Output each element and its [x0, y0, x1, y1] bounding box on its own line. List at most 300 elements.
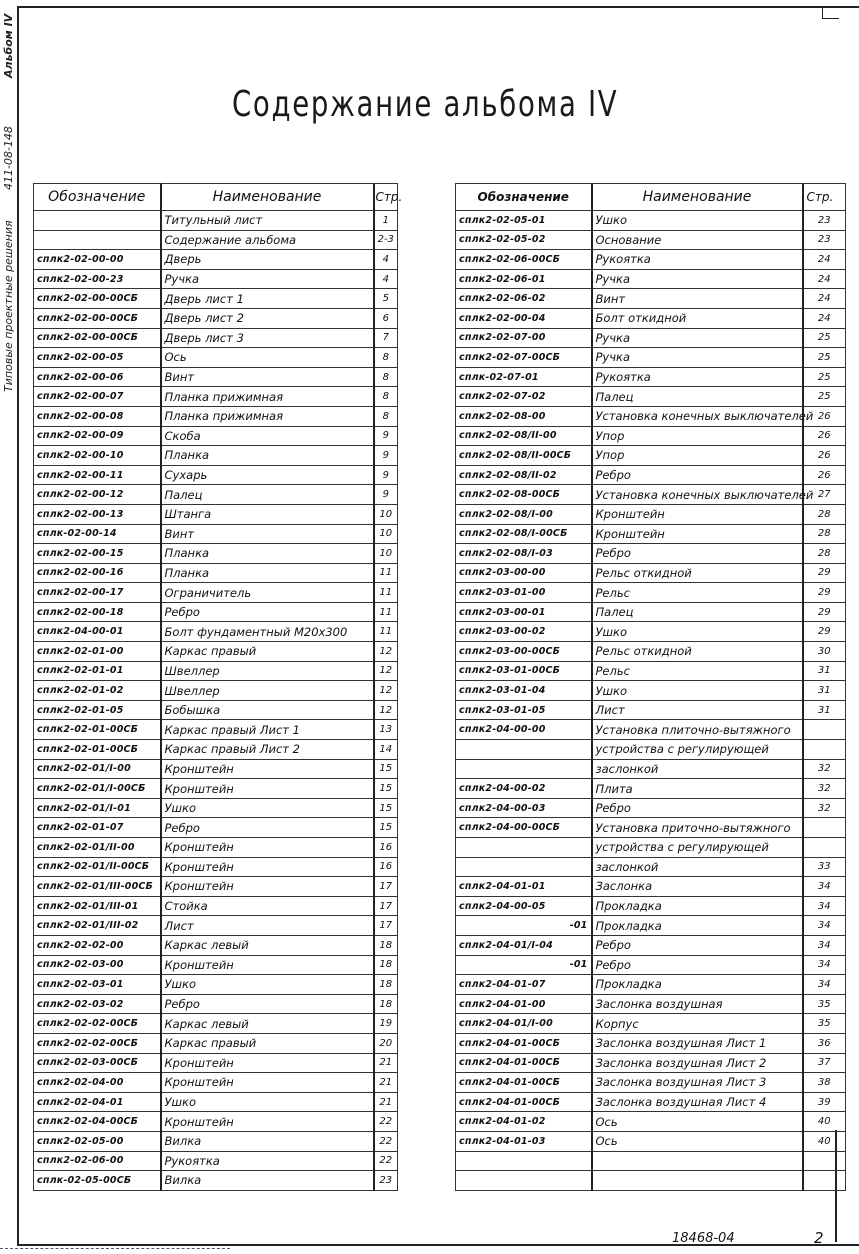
side-project-code: 411-08-148 [2, 126, 15, 190]
cell-code: сплк2-02-00-00СБ [34, 328, 161, 348]
cell-page: 4 [374, 250, 398, 270]
cell-code: сплк2-02-00-06 [34, 367, 161, 387]
table-row [34, 779, 398, 799]
cell-code: сплк2-02-01/II-00СБ [34, 857, 161, 877]
cell-code: сплк2-02-00-12 [34, 485, 161, 505]
cell-name: Скоба [161, 426, 374, 446]
cell-code: сплк2-02-00-00 [34, 250, 161, 270]
cell-code: сплк2-02-08/I-00 [456, 504, 592, 524]
cell-code: сплк2-02-02-00СБ [34, 1014, 161, 1034]
cell-page: 10 [374, 504, 398, 524]
table-row [34, 1053, 398, 1073]
cell-code: сплк2-03-00-00 [456, 563, 592, 583]
cell-code [456, 759, 592, 779]
cell-page: 34 [803, 916, 846, 936]
cell-name: Корпус [592, 1014, 803, 1034]
cell-page: 25 [803, 387, 846, 407]
cell-name: Каркас правый Лист 1 [161, 720, 374, 740]
cell-name: Планка [161, 446, 374, 466]
cell-name: Рукоятка [592, 250, 803, 270]
cell-name: Ребро [592, 955, 803, 975]
cell-name: Установка плиточно-вытяжного [592, 720, 803, 740]
cell-page: 28 [803, 524, 846, 544]
table-row [34, 328, 398, 348]
cell-page: 6 [374, 308, 398, 328]
cell-name: Каркас левый [161, 1014, 374, 1034]
sheet-number: 2 [814, 1229, 824, 1247]
cell-code: сплк2-04-00-02 [456, 779, 592, 799]
cell-page: 28 [803, 544, 846, 564]
table-row [34, 211, 398, 231]
cell-page: 15 [374, 818, 398, 838]
cell-name: Ушко [161, 975, 374, 995]
cell-name: Лист [592, 700, 803, 720]
cell-page: 17 [374, 877, 398, 897]
cell-page: 18 [374, 955, 398, 975]
table-row [456, 426, 846, 446]
cell-page: 2-3 [374, 230, 398, 250]
cell-code: сплк2-02-08/I-03 [456, 544, 592, 564]
cell-code: сплк2-02-00-00СБ [34, 289, 161, 309]
cell-code: сплк2-02-00-10 [34, 446, 161, 466]
cell-page: 12 [374, 642, 398, 662]
cell-page: 29 [803, 583, 846, 603]
cell-page: 32 [803, 759, 846, 779]
table-row [34, 563, 398, 583]
cell-page: 22 [374, 1112, 398, 1132]
table-row [456, 877, 846, 897]
cell-page: 39 [803, 1092, 846, 1112]
table-row [456, 269, 846, 289]
cell-page: 23 [803, 211, 846, 231]
header-code: Обозначение [34, 184, 161, 211]
cell-code: сплк2-02-06-01 [456, 269, 592, 289]
cell-name: Кронштейн [161, 838, 374, 858]
cell-name: Ручка [592, 348, 803, 368]
table-row [34, 406, 398, 426]
cell-code: сплк2-02-01/III-02 [34, 916, 161, 936]
table-row [34, 740, 398, 760]
cell-name: Ушко [161, 1092, 374, 1112]
cell-name: Планка [161, 563, 374, 583]
cell-page: 11 [374, 583, 398, 603]
cell-page: 40 [803, 1112, 846, 1132]
cell-name: Винт [161, 367, 374, 387]
cell-name: Ребро [592, 935, 803, 955]
table-row [456, 720, 846, 740]
table-row [456, 896, 846, 916]
cell-code: сплк2-02-05-00 [34, 1131, 161, 1151]
cell-name: Рукоятка [592, 367, 803, 387]
cell-code: сплк2-02-03-01 [34, 975, 161, 995]
cell-code: сплк2-04-01-03 [456, 1131, 592, 1151]
cell-code: сплк2-02-08-00 [456, 406, 592, 426]
cell-name: Каркас правый [161, 1033, 374, 1053]
cell-code: сплк2-02-00-04 [456, 308, 592, 328]
table-row [34, 602, 398, 622]
table-row [34, 289, 398, 309]
cell-name: Ручка [592, 269, 803, 289]
cell-name: Рельс откидной [592, 563, 803, 583]
cell-code: сплк2-04-01/I-00 [456, 1014, 592, 1034]
table-row [34, 975, 398, 995]
table-row [456, 955, 846, 975]
table-row [456, 1112, 846, 1132]
cell-page: 24 [803, 269, 846, 289]
cell-code: сплк2-02-02-00СБ [34, 1033, 161, 1053]
cell-code: сплк2-02-00-05 [34, 348, 161, 368]
cell-code: сплк2-02-05-02 [456, 230, 592, 250]
cell-name: Кронштейн [592, 504, 803, 524]
cell-page: 28 [803, 504, 846, 524]
cell-name: Ушко [592, 681, 803, 701]
cell-name: Ограничитель [161, 583, 374, 603]
cell-name: Бобышка [161, 700, 374, 720]
cell-name: Заслонка воздушная [592, 994, 803, 1014]
cell-name: Лист [161, 916, 374, 936]
cell-page: 8 [374, 348, 398, 368]
cell-name: Ось [161, 348, 374, 368]
cell-name: Ребро [592, 544, 803, 564]
cell-code: сплк2-03-01-05 [456, 700, 592, 720]
table-row [34, 250, 398, 270]
cell-page: 19 [374, 1014, 398, 1034]
cell-name: Ушко [161, 798, 374, 818]
cell-code: сплк2-04-01/I-04 [456, 935, 592, 955]
cell-code: -01 [456, 955, 592, 975]
cell-name: Кронштейн [161, 1112, 374, 1132]
cell-name: заслонкой [592, 857, 803, 877]
table-row [34, 504, 398, 524]
cell-page: 9 [374, 465, 398, 485]
cell-page: 24 [803, 308, 846, 328]
cell-code: сплк2-02-08/II-00СБ [456, 446, 592, 466]
cell-name: Сухарь [161, 465, 374, 485]
cell-code: сплк2-02-01-07 [34, 818, 161, 838]
cell-code: сплк2-02-01/I-00СБ [34, 779, 161, 799]
cell-code: сплк2-02-01/III-01 [34, 896, 161, 916]
cell-code: сплк2-02-00-08 [34, 406, 161, 426]
table-row [34, 759, 398, 779]
cell-page [803, 740, 846, 760]
table-row [34, 661, 398, 681]
table-row [456, 857, 846, 877]
cell-code: сплк2-02-00-16 [34, 563, 161, 583]
contents-table-left [33, 183, 403, 1191]
cell-name: Заслонка воздушная Лист 3 [592, 1073, 803, 1093]
cell-name: Кронштейн [592, 524, 803, 544]
cell-code: сплк2-02-00-07 [34, 387, 161, 407]
table-row [456, 308, 846, 328]
corner-stamp-box [822, 6, 839, 19]
cell-code: сплк2-02-06-02 [456, 289, 592, 309]
table-row [456, 1014, 846, 1034]
cell-page: 36 [803, 1033, 846, 1053]
table-row [34, 877, 398, 897]
cell-name: Швеллер [161, 661, 374, 681]
cell-name: Планка прижимная [161, 406, 374, 426]
cell-name: Установка приточно-вытяжного [592, 818, 803, 838]
cell-page [803, 1171, 846, 1191]
cell-code: сплк2-02-01-05 [34, 700, 161, 720]
cell-name: Кронштейн [161, 877, 374, 897]
cell-name: Вилка [161, 1171, 374, 1191]
cell-code: сплк2-02-00-13 [34, 504, 161, 524]
table-row [456, 1092, 846, 1112]
cell-page: 26 [803, 465, 846, 485]
cell-name: Палец [592, 387, 803, 407]
table-row [34, 955, 398, 975]
side-album: Альбом IV [2, 13, 15, 78]
cell-code: сплк2-04-01-00 [456, 994, 592, 1014]
cell-name: устройства с регулирующей [592, 740, 803, 760]
cell-code: сплк2-03-01-00 [456, 583, 592, 603]
cell-page: 10 [374, 544, 398, 564]
cell-name: Прокладка [592, 916, 803, 936]
cell-code: сплк2-02-01-01 [34, 661, 161, 681]
table-row [34, 348, 398, 368]
cell-code: сплк2-02-04-01 [34, 1092, 161, 1112]
cell-code: сплк2-04-01-00СБ [456, 1033, 592, 1053]
cell-page: 12 [374, 700, 398, 720]
cell-name: Титульный лист [161, 211, 374, 231]
cell-page [803, 818, 846, 838]
cell-name: Каркас левый [161, 935, 374, 955]
table-row [34, 798, 398, 818]
cell-code: сплк2-04-00-00СБ [456, 818, 592, 838]
cell-page: 18 [374, 994, 398, 1014]
cell-code: сплк2-02-08/I-00СБ [456, 524, 592, 544]
cell-code [456, 857, 592, 877]
cell-code: сплк2-02-02-00 [34, 935, 161, 955]
cell-page: 25 [803, 367, 846, 387]
table-row [34, 1073, 398, 1093]
table-row [34, 1151, 398, 1171]
cell-code: сплк-02-00-14 [34, 524, 161, 544]
table-row [456, 1073, 846, 1093]
cell-page: 34 [803, 935, 846, 955]
cell-page: 15 [374, 798, 398, 818]
table-row [456, 642, 846, 662]
table-row [456, 1171, 846, 1191]
cell-name: Планка [161, 544, 374, 564]
cell-code: сплк2-02-08-00СБ [456, 485, 592, 505]
cell-code: сплк2-02-00-00СБ [34, 308, 161, 328]
cell-page: 26 [803, 426, 846, 446]
cell-name: Дверь [161, 250, 374, 270]
table-row [456, 622, 846, 642]
cell-page: 18 [374, 975, 398, 995]
cell-code [456, 1151, 592, 1171]
cell-code: сплк-02-07-01 [456, 367, 592, 387]
cell-name: Рукоятка [161, 1151, 374, 1171]
header-page: Стр. [374, 184, 398, 211]
cell-page: 40 [803, 1131, 846, 1151]
table-row [34, 308, 398, 328]
cell-page: 32 [803, 779, 846, 799]
cell-name: Вилка [161, 1131, 374, 1151]
page-title: Содержание альбома IV [232, 84, 619, 125]
cell-name: Болт откидной [592, 308, 803, 328]
table-row [456, 759, 846, 779]
table-row [34, 681, 398, 701]
cell-name: устройства с регулирующей [592, 838, 803, 858]
cell-page: 23 [374, 1171, 398, 1191]
cell-code [34, 230, 161, 250]
table-row [456, 661, 846, 681]
cell-name: заслонкой [592, 759, 803, 779]
cell-page: 29 [803, 602, 846, 622]
cell-code: сплк2-04-01-02 [456, 1112, 592, 1132]
table-row [456, 740, 846, 760]
cell-code: сплк2-02-00-18 [34, 602, 161, 622]
cell-name: Кронштейн [161, 1053, 374, 1073]
cell-code: сплк2-02-00-11 [34, 465, 161, 485]
table-row [456, 406, 846, 426]
cell-code: -01 [456, 916, 592, 936]
cell-code: сплк2-02-01/II-00 [34, 838, 161, 858]
cell-name: Рельс [592, 583, 803, 603]
cell-page: 11 [374, 622, 398, 642]
cell-name: Установка конечных выключателей [592, 406, 803, 426]
cell-name: Заслонка [592, 877, 803, 897]
cell-page: 31 [803, 681, 846, 701]
cell-page: 21 [374, 1053, 398, 1073]
cell-name: Ребро [592, 465, 803, 485]
cell-page: 29 [803, 563, 846, 583]
cell-code: сплк2-04-00-05 [456, 896, 592, 916]
cell-code: сплк2-03-00-01 [456, 602, 592, 622]
cell-name [592, 1171, 803, 1191]
cell-page: 35 [803, 1014, 846, 1034]
cell-code: сплк2-03-00-02 [456, 622, 592, 642]
table-row [456, 916, 846, 936]
side-stamp [0, 0, 17, 400]
cell-code: сплк2-04-01-00СБ [456, 1092, 592, 1112]
cell-page: 34 [803, 955, 846, 975]
cell-name: Упор [592, 446, 803, 466]
cell-code: сплк2-04-01-07 [456, 975, 592, 995]
table-row [34, 1131, 398, 1151]
cell-page: 20 [374, 1033, 398, 1053]
cell-code: сплк2-02-05-01 [456, 211, 592, 231]
cell-page: 18 [374, 935, 398, 955]
cell-code [456, 740, 592, 760]
cell-name: Ушко [592, 211, 803, 231]
side-series: Типовые проектные решения [2, 220, 15, 392]
cell-page: 30 [803, 642, 846, 662]
cell-page: 15 [374, 759, 398, 779]
cell-name: Дверь лист 1 [161, 289, 374, 309]
cell-name: Кронштейн [161, 857, 374, 877]
cell-name: Кронштейн [161, 759, 374, 779]
cell-page: 11 [374, 563, 398, 583]
table-row [456, 465, 846, 485]
table-row [34, 857, 398, 877]
cell-page: 21 [374, 1073, 398, 1093]
cell-page: 29 [803, 622, 846, 642]
cell-code: сплк2-02-00-17 [34, 583, 161, 603]
table-row [456, 544, 846, 564]
table-row [456, 485, 846, 505]
table-row [34, 524, 398, 544]
table-row [34, 1112, 398, 1132]
document-number: 18468-04 [672, 1231, 735, 1246]
cell-page: 7 [374, 328, 398, 348]
cell-page: 22 [374, 1131, 398, 1151]
cell-name: Болт фундаментный М20х300 [161, 622, 374, 642]
table-row [34, 1171, 398, 1191]
cell-code: сплк2-04-00-01 [34, 622, 161, 642]
cell-page: 17 [374, 896, 398, 916]
cell-code: сплк2-04-00-03 [456, 798, 592, 818]
cell-page: 34 [803, 896, 846, 916]
cell-page: 9 [374, 426, 398, 446]
cell-code: сплк2-04-00-00 [456, 720, 592, 740]
cell-name: Рельс [592, 661, 803, 681]
table-row [34, 700, 398, 720]
cell-page: 33 [803, 857, 846, 877]
cell-code: сплк2-02-03-02 [34, 994, 161, 1014]
table-row [456, 681, 846, 701]
table-row [456, 524, 846, 544]
table-row [34, 1092, 398, 1112]
cell-name: Кронштейн [161, 955, 374, 975]
table-row [456, 211, 846, 231]
cell-code [34, 211, 161, 231]
cell-name: Дверь лист 2 [161, 308, 374, 328]
cell-page: 26 [803, 446, 846, 466]
cell-code: сплк2-02-01-00 [34, 642, 161, 662]
cell-code: сплк-02-05-00СБ [34, 1171, 161, 1191]
cell-name: Прокладка [592, 975, 803, 995]
table-row [456, 779, 846, 799]
header-code: Обозначение [456, 184, 592, 211]
table-row [34, 1014, 398, 1034]
cell-code: сплк2-04-01-00СБ [456, 1073, 592, 1093]
cell-name: Кронштейн [161, 779, 374, 799]
cell-code [456, 1171, 592, 1191]
table-row [34, 1033, 398, 1053]
table-row [456, 975, 846, 995]
cell-code: сплк2-02-01-00СБ [34, 740, 161, 760]
cell-name: Винт [592, 289, 803, 309]
cell-page: 16 [374, 838, 398, 858]
cell-page: 34 [803, 877, 846, 897]
cell-page: 1 [374, 211, 398, 231]
cell-page: 26 [803, 406, 846, 426]
table-row [456, 1053, 846, 1073]
contents-table-right [455, 183, 846, 1191]
cell-name: Ушко [592, 622, 803, 642]
cell-code: сплк2-02-00-23 [34, 269, 161, 289]
cell-name: Плита [592, 779, 803, 799]
table-row [34, 642, 398, 662]
cell-page [803, 1151, 846, 1171]
table-row [456, 935, 846, 955]
table-row [34, 367, 398, 387]
table-row [456, 1033, 846, 1053]
cell-name: Ручка [592, 328, 803, 348]
cell-code: сплк2-02-06-00СБ [456, 250, 592, 270]
cell-code: сплк2-04-01-01 [456, 877, 592, 897]
cell-code: сплк2-02-01/I-01 [34, 798, 161, 818]
table-row [34, 446, 398, 466]
table-header [456, 184, 846, 211]
cell-name: Содержание альбома [161, 230, 374, 250]
table-row [34, 583, 398, 603]
cell-page: 31 [803, 700, 846, 720]
